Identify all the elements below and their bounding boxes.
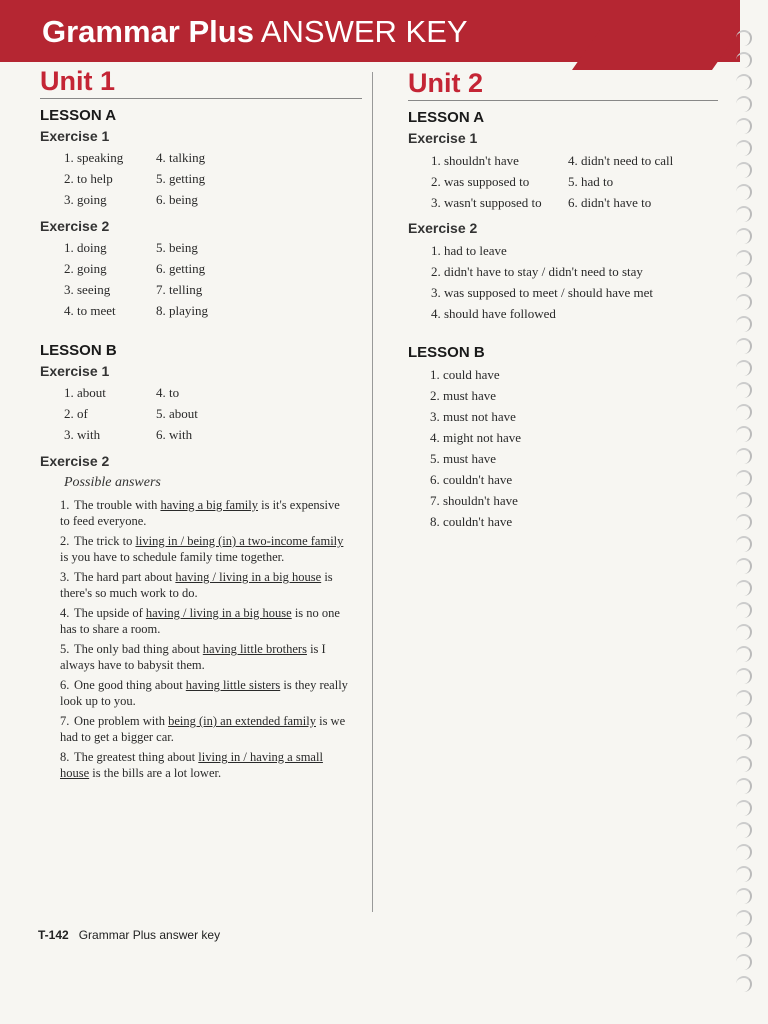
answer: 4. to meet xyxy=(64,303,116,318)
binder-ring-mark xyxy=(736,404,752,420)
binder-ring-mark xyxy=(736,976,752,992)
footer-label: Grammar Plus answer key xyxy=(78,928,221,942)
answer: 6. couldn't have xyxy=(430,472,513,487)
binder-ring-mark xyxy=(736,888,752,904)
answer: 2. of xyxy=(64,406,88,421)
sentence-item: 2. The trick to living in / being (in) a two-income family is you have to schedule family time together. xyxy=(60,534,344,564)
unit1-lessonA-ex2-label: Exercise 2 xyxy=(40,218,110,234)
answer: 6. getting xyxy=(156,261,206,276)
binder-ring-mark xyxy=(736,778,752,794)
sentence-item: 8. The greatest thing about living in / having a small house is the bills are a lot lower. xyxy=(60,750,323,780)
binder-ring-mark xyxy=(736,184,752,200)
binder-ring-mark xyxy=(736,668,752,684)
answer: 1. doing xyxy=(64,240,107,255)
unit2-title: Unit 2 xyxy=(408,68,484,98)
binder-ring-mark xyxy=(736,822,752,838)
sentence-item: 3. The hard part about having / living in a big house is there's so much work to do. xyxy=(60,570,333,600)
binder-ring-mark xyxy=(736,646,752,662)
answer: 3. seeing xyxy=(64,282,111,297)
binder-ring-mark xyxy=(736,932,752,948)
unit2-lessonA-ex1-label: Exercise 1 xyxy=(408,130,478,146)
binder-ring-mark xyxy=(736,74,752,90)
answer: 7. telling xyxy=(156,282,203,297)
binder-ring-mark xyxy=(736,162,752,178)
answer: 4. might not have xyxy=(430,430,521,445)
binder-ring-mark xyxy=(736,206,752,222)
page-title-rest: ANSWER KEY xyxy=(260,14,468,49)
answer: 1. had to leave xyxy=(431,243,507,258)
binder-ring-mark xyxy=(736,624,752,640)
answer: 2. didn't have to stay / didn't need to stay xyxy=(431,264,643,279)
binder-ring-mark xyxy=(736,294,752,310)
binder-ring-mark xyxy=(736,272,752,288)
binder-ring-mark xyxy=(736,52,752,68)
answer: 5. being xyxy=(156,240,198,255)
binder-ring-mark xyxy=(736,690,752,706)
binder-ring-mark xyxy=(736,800,752,816)
answer: 2. going xyxy=(64,261,107,276)
unit1-rule xyxy=(40,98,362,99)
answer: 8. playing xyxy=(156,303,208,318)
answer: 5. must have xyxy=(430,451,497,466)
answer: 6. didn't have to xyxy=(568,195,652,210)
binder-ring-mark xyxy=(736,140,752,156)
binder-ring-mark xyxy=(736,734,752,750)
answer: 4. didn't need to call xyxy=(568,153,674,168)
unit1-lessonB-ex1-label: Exercise 1 xyxy=(40,363,110,379)
answer: 1. shouldn't have xyxy=(431,153,519,168)
binder-ring-mark xyxy=(736,448,752,464)
answer: 4. talking xyxy=(156,150,206,165)
answer: 6. being xyxy=(156,192,198,207)
answer: 2. must have xyxy=(430,388,497,403)
page-footer xyxy=(38,928,220,942)
answer: 3. must not have xyxy=(430,409,516,424)
answer: 5. about xyxy=(156,406,198,421)
answer: 1. about xyxy=(64,385,106,400)
unit1-title: Unit 1 xyxy=(40,66,116,96)
binder-ring-mark xyxy=(736,536,752,552)
answer: 5. had to xyxy=(568,174,614,189)
answer: 3. going xyxy=(64,192,107,207)
binder-ring-mark xyxy=(736,118,752,134)
binder-ring-mark xyxy=(736,514,752,530)
binder-ring-mark xyxy=(736,360,752,376)
answer: 3. was supposed to meet / should have met xyxy=(431,285,654,300)
binder-ring-mark xyxy=(736,954,752,970)
binder-ring-mark xyxy=(736,866,752,882)
binder-ring-mark xyxy=(736,844,752,860)
page-title-bold: Grammar Plus xyxy=(42,14,254,49)
possible-answers-note: Possible answers xyxy=(64,475,161,490)
answer: 3. with xyxy=(64,427,101,442)
binder-ring-mark xyxy=(736,30,752,46)
answer: 2. to help xyxy=(64,171,113,186)
binder-ring-mark xyxy=(736,228,752,244)
binder-ring-mark xyxy=(736,910,752,926)
answer: 4. should have followed xyxy=(431,306,556,321)
unit2-rule xyxy=(408,100,718,101)
unit1-lessonB-label: LESSON B xyxy=(40,342,117,359)
unit1-lessonB-ex2-label: Exercise 2 xyxy=(40,453,110,469)
unit2-lessonA-ex2-label: Exercise 2 xyxy=(408,220,478,236)
answer: 6. with xyxy=(156,427,193,442)
page-title xyxy=(42,14,468,50)
binder-ring-mark xyxy=(736,470,752,486)
answer: 7. shouldn't have xyxy=(430,493,518,508)
binder-ring-mark xyxy=(736,338,752,354)
answer: 3. wasn't supposed to xyxy=(431,195,542,210)
binder-ring-mark xyxy=(736,558,752,574)
unit1-lessonA-ex1-label: Exercise 1 xyxy=(40,128,110,144)
binder-ring-mark xyxy=(736,756,752,772)
answer: 4. to xyxy=(156,385,180,400)
sentence-item: 7. One problem with being (in) an extended family is we had to get a bigger car. xyxy=(60,714,346,744)
column-divider xyxy=(372,72,373,912)
binder-ring-mark xyxy=(736,426,752,442)
binder-ring-mark xyxy=(736,250,752,266)
answer: 2. was supposed to xyxy=(431,174,530,189)
binder-ring-mark xyxy=(736,580,752,596)
binder-ring-mark xyxy=(736,712,752,728)
unit1-lessonA-label: LESSON A xyxy=(40,107,117,124)
binder-ring-mark xyxy=(736,602,752,618)
binder-ring-mark xyxy=(736,96,752,112)
unit2-lessonB-label: LESSON B xyxy=(408,344,485,361)
answer: 8. couldn't have xyxy=(430,514,513,529)
answer: 1. could have xyxy=(430,367,500,382)
binder-ring-mark xyxy=(736,316,752,332)
binder-ring-mark xyxy=(736,492,752,508)
page-number: T-142 xyxy=(38,928,69,942)
unit2-lessonA-label: LESSON A xyxy=(408,109,485,126)
sentence-item: 5. The only bad thing about having little brothers is I always have to babysit them. xyxy=(60,642,326,672)
binder-ring-mark xyxy=(736,382,752,398)
sentence-item: 6. One good thing about having little sisters is they really look up to you. xyxy=(60,678,348,708)
answer: 1. speaking xyxy=(64,150,124,165)
sentence-item: 4. The upside of having / living in a big house is no one has to share a room. xyxy=(60,606,340,636)
answer: 5. getting xyxy=(156,171,206,186)
sentence-item: 1. The trouble with having a big family is it's expensive to feed everyone. xyxy=(60,498,340,528)
header-banner-tail xyxy=(572,30,740,70)
